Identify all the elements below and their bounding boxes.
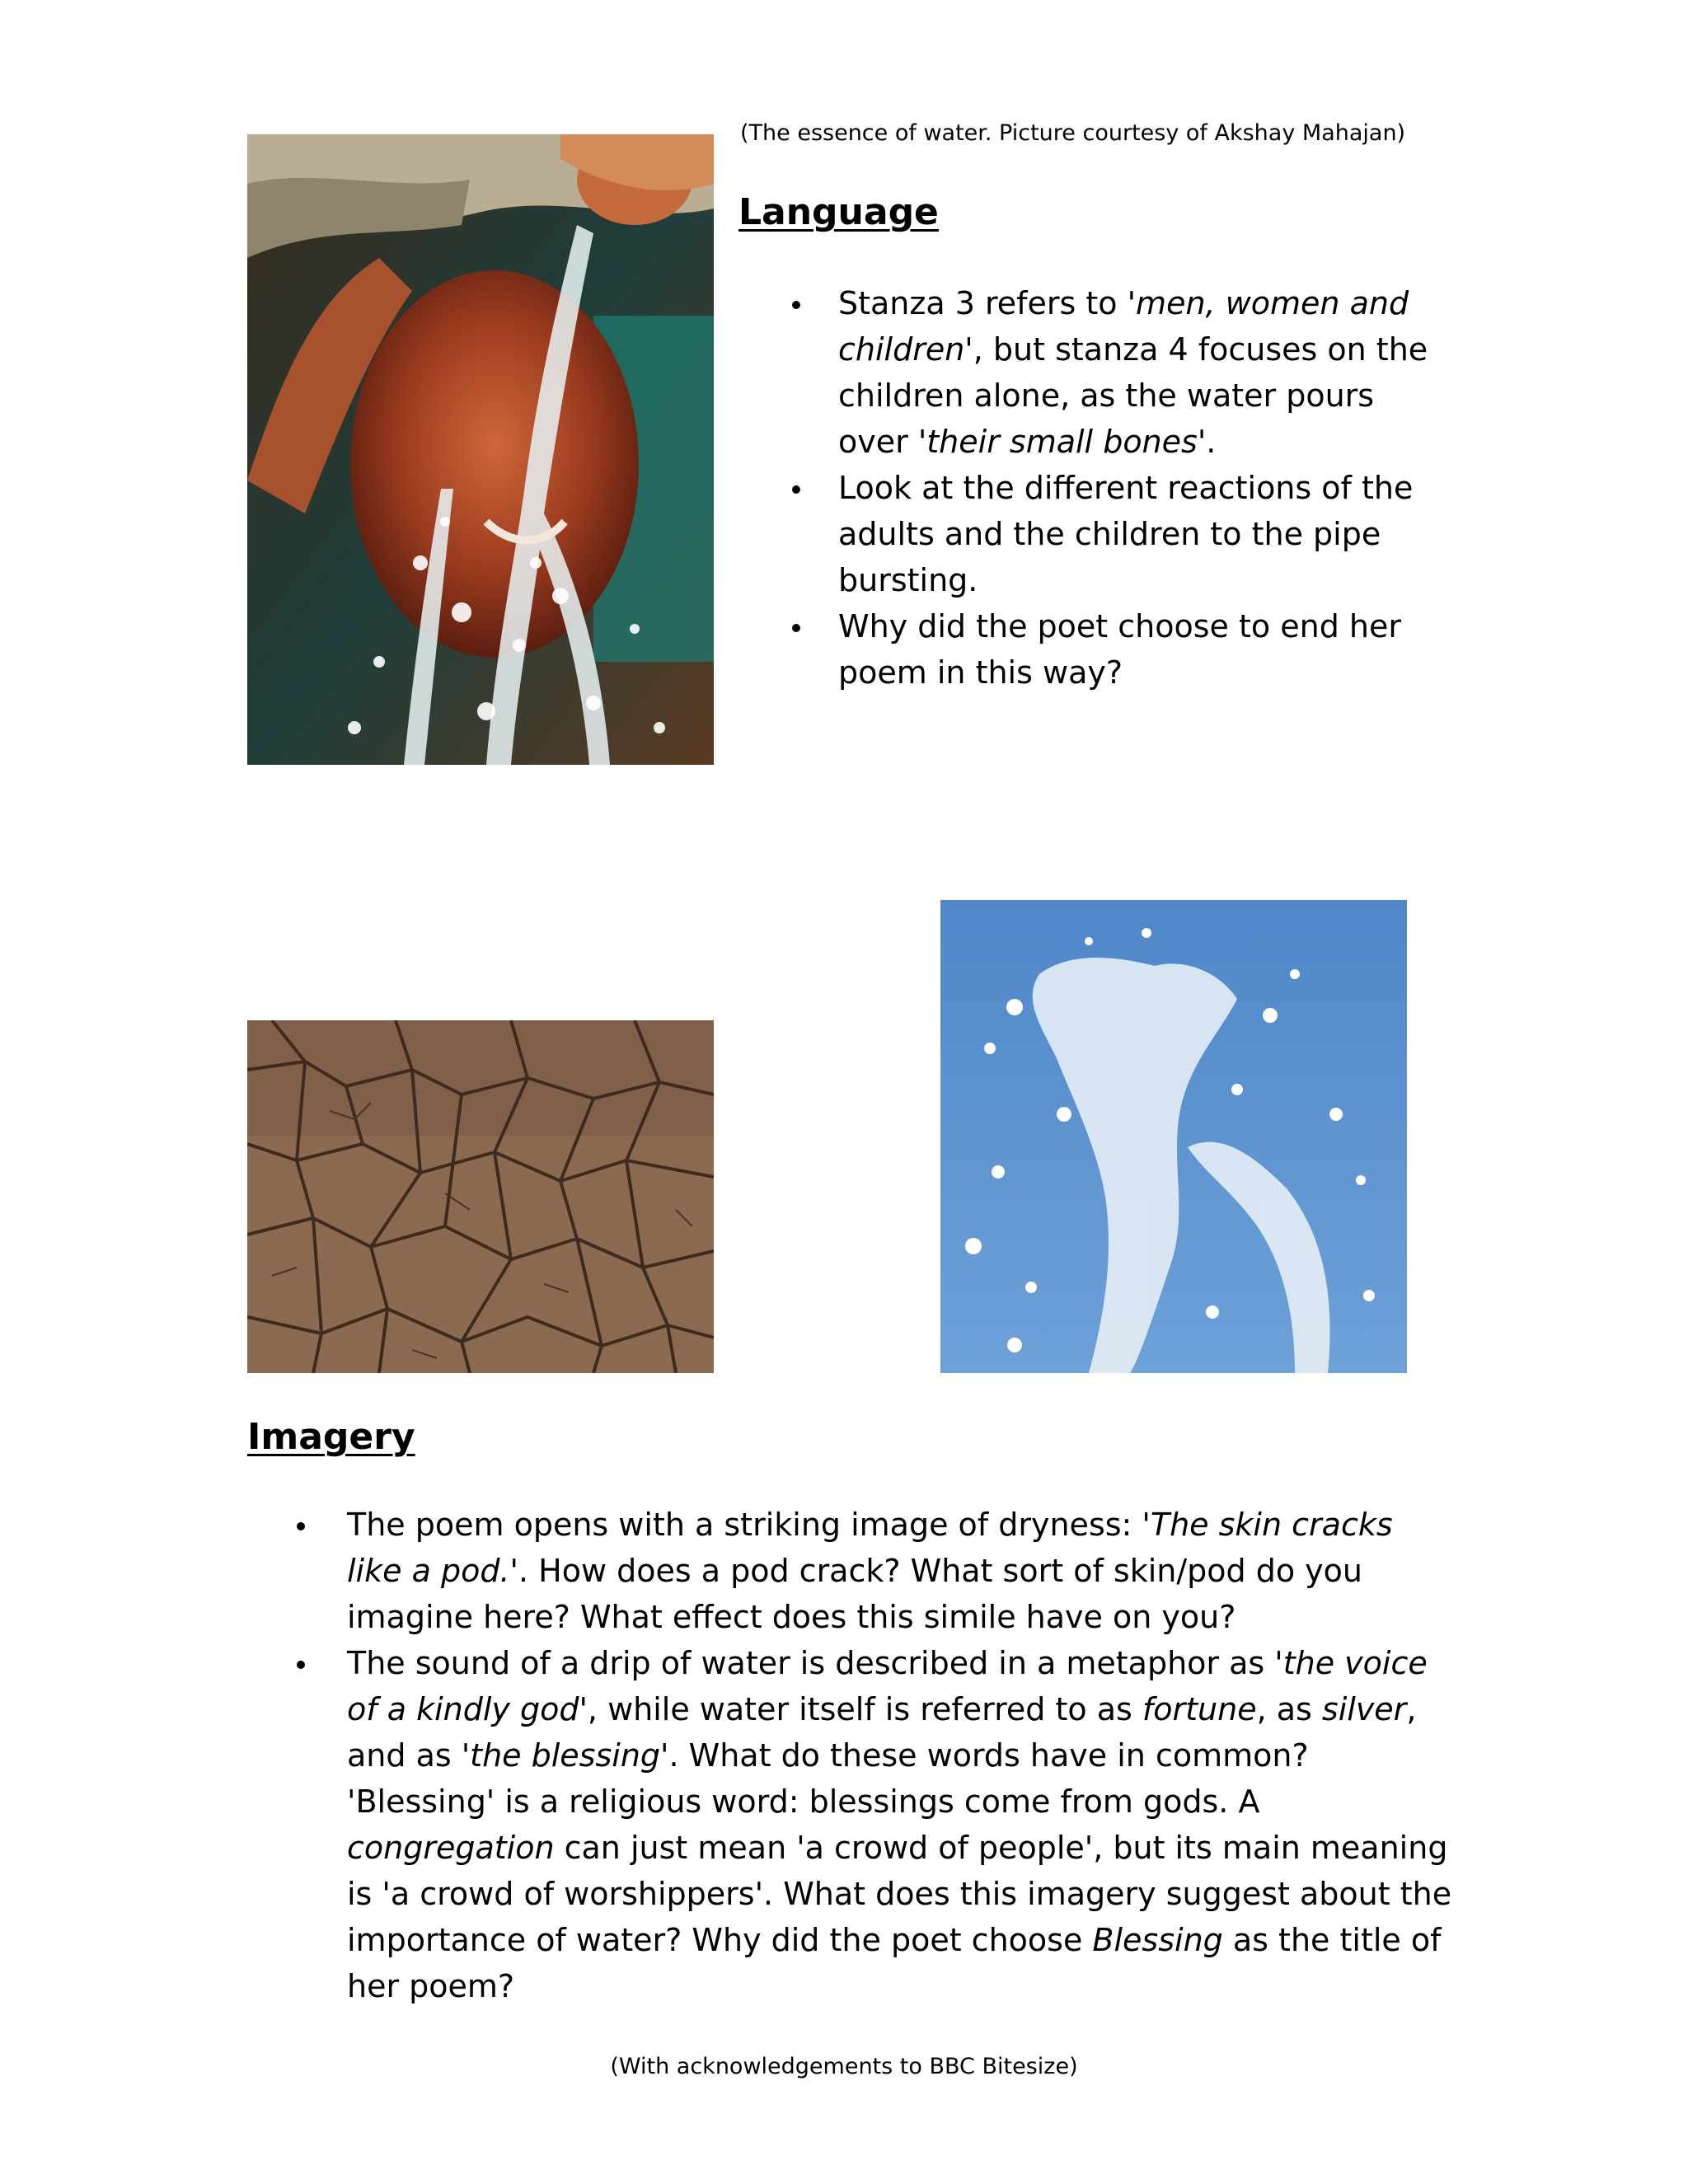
imagery-heading: Imagery	[247, 1416, 415, 1458]
imagery-bullet-1: The poem opens with a striking image of dryness: 'The skin cracks like a pod.'. How does a pod crack? What sort of skin/pod do you imagine here? What effect does this simile have on you?	[347, 1502, 1456, 1640]
imagery-bullet-2: The sound of a drip of water is described in a metaphor as 'the voice of a kindly god', while water itself is referred to as fortune, as silver, and as 'the blessing'. What do these words have in common? 'Blessing' is a religious word: blessings come from gods. A congregation can just mean 'a crowd of people', but its main meaning is 'a crowd of worshippers'. What does this imagery suggest about the importance of water? Why did the poet choose Blessing as the title of her poem?	[347, 1640, 1456, 2009]
language-bullet-2: Look at the different reactions of the adults and the children to the pipe bursting.	[838, 465, 1452, 603]
language-bullet-list	[838, 280, 1452, 696]
imagery-bullet-list	[347, 1502, 1456, 2009]
language-heading: Language	[738, 191, 939, 233]
photo-caption: (The essence of water. Picture courtesy of Akshay Mahajan)	[740, 120, 1406, 146]
language-bullet-1: Stanza 3 refers to 'men, women and children', but stanza 4 focuses on the children alone, as the water pours over 'their small bones'.	[838, 280, 1452, 465]
acknowledgement-footer: (With acknowledgements to BBC Bitesize)	[610, 2054, 1078, 2079]
water-splash-photo	[940, 900, 1407, 1373]
water-photo	[247, 134, 714, 765]
cracked-earth-photo	[247, 1020, 714, 1373]
language-bullet-3: Why did the poet choose to end her poem in this way?	[838, 603, 1452, 696]
